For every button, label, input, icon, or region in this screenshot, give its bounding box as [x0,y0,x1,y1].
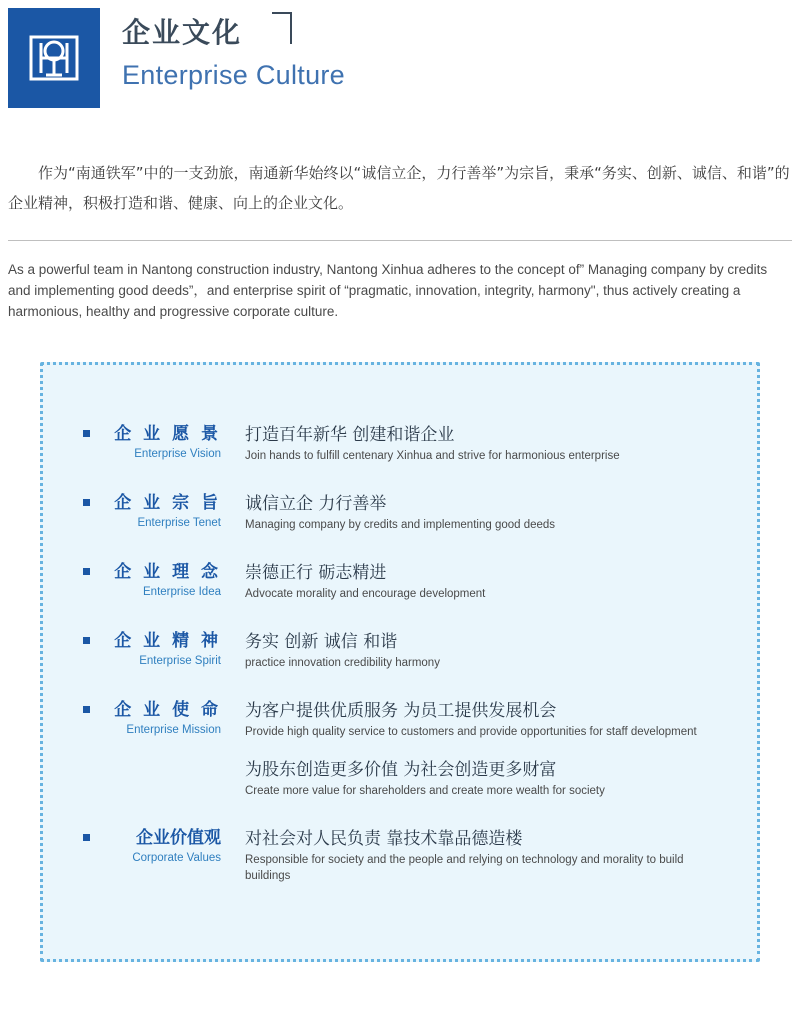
value-content-cn: 打造百年新华 创建和谐企业 [245,425,455,445]
value-label-column [83,492,233,531]
intro-paragraph-en: As a powerful team in Nantong construction industry, Nantong Xinhua adheres to the concept of” Managing company by credits and implementing good deeds”，and enterprise spirit of “pragmatic, innovation, integrity, harmony", thus actively creating a harmonious, healthy and progressive corporate culture. [8,262,768,319]
value-content-column [233,827,727,884]
value-label-cn: 企 业 精 神 [114,631,221,651]
value-content-column [233,423,727,464]
value-label-en: Enterprise Idea [143,586,221,598]
value-content-column [233,699,727,799]
value-content-en: Advocate morality and encourage development [245,588,486,600]
value-label-column [83,827,233,866]
list-item [83,827,727,884]
value-label-en: Enterprise Spirit [139,655,221,667]
intro-paragraph-cn: 作为“南通铁军”中的一支劲旅，南通新华始终以“诚信立企，力行善举”为宗旨，秉承“务实、创新、诚信、和谐”的企业精神，积极打造和谐、健康、向上的企业文化。 [8,164,790,212]
list-item [83,630,727,671]
value-content-column [233,561,727,602]
title-corner-decoration [272,12,292,44]
page-title-cn: 企业文化 [122,16,243,49]
value-content-cn: 务实 创新 诚信 和谐 [245,632,398,652]
value-content-en: Responsible for society and the people and relying on technology and morality to build buildings [245,854,684,882]
square-bullet-icon [83,568,90,575]
value-label-cn: 企 业 愿 景 [114,424,221,444]
value-content-cn: 为客户提供优质服务 为员工提供发展机会 [245,701,557,721]
value-content-cn-secondary: 为股东创造更多价值 为社会创造更多财富 [245,760,557,780]
square-bullet-icon [83,637,90,644]
value-label-en: Enterprise Tenet [137,517,221,529]
value-label-column [83,630,233,669]
company-monogram-icon [8,8,100,108]
value-label-cn: 企 业 理 念 [114,562,221,582]
value-content-en: Managing company by credits and implementing good deeds [245,519,556,531]
values-panel-wrapper [40,362,760,962]
square-bullet-icon [83,834,90,841]
value-label-column [83,423,233,462]
page-title-block [122,8,345,91]
list-item [83,561,727,602]
value-label-en: Enterprise Vision [134,448,221,460]
page-header [0,0,800,110]
list-item [83,492,727,533]
value-label-cn: 企 业 宗 旨 [114,493,221,513]
value-label-column [83,561,233,600]
value-label-cn: 企业价值观 [136,828,221,848]
values-list [83,423,727,884]
value-content-en: Provide high quality service to customers and provide opportunities for staff development [245,726,697,738]
value-label-en: Corporate Values [132,852,221,864]
value-content-en-secondary: Create more value for shareholders and create more wealth for society [245,785,605,797]
section-divider [8,240,792,241]
value-content-column [233,492,727,533]
value-label-column [83,699,233,738]
value-content-cn: 诚信立企 力行善举 [245,494,387,514]
value-content-column [233,630,727,671]
values-panel [40,362,760,962]
square-bullet-icon [83,706,90,713]
value-label-en: Enterprise Mission [126,724,221,736]
value-content-en: practice innovation credibility harmony [245,657,440,669]
square-bullet-icon [83,499,90,506]
square-bullet-icon [83,430,90,437]
list-item [83,423,727,464]
value-content-cn: 对社会对人民负责 靠技术靠品德造楼 [245,829,523,849]
page-title-en: Enterprise Culture [122,59,345,90]
list-item [83,699,727,799]
value-content-en: Join hands to fulfill centenary Xinhua and strive for harmonious enterprise [245,450,620,462]
value-content-cn: 崇德正行 砺志精进 [245,563,387,583]
company-logo [8,8,100,108]
value-label-cn: 企 业 使 命 [114,700,221,720]
